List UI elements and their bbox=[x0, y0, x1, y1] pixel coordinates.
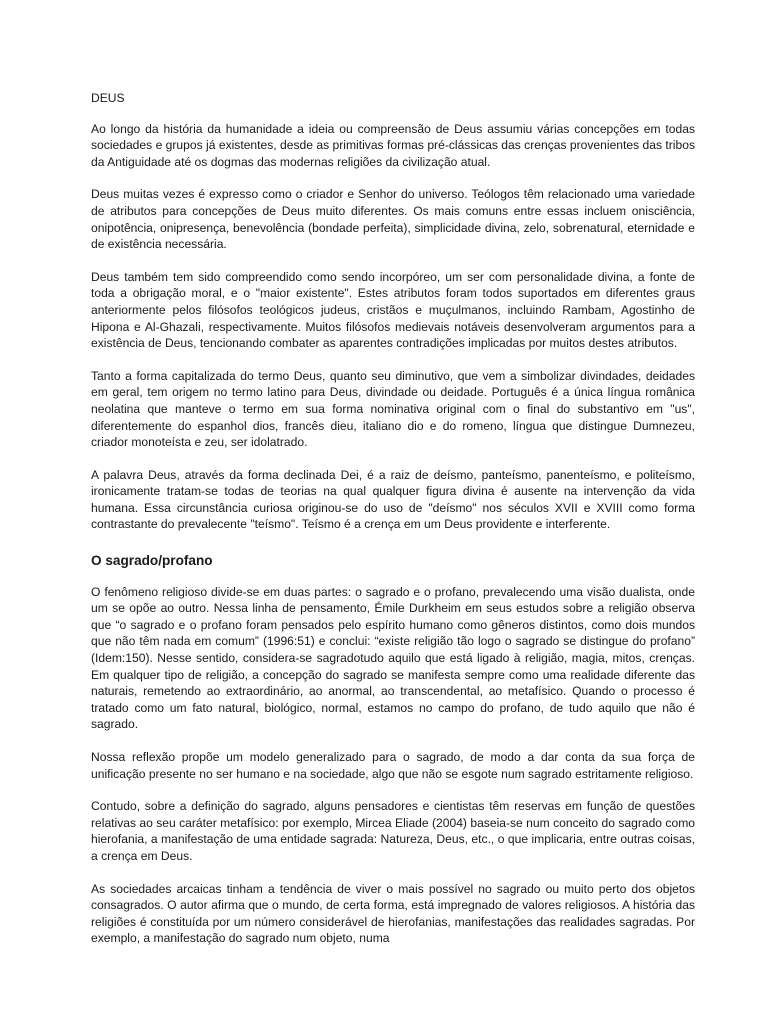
document-title: DEUS bbox=[91, 91, 125, 105]
paragraph-section-1: O fenômeno religioso divide-se em duas partes: o sagrado e o profano, prevalecendo uma visão dualista, onde um se opõe ao outro. Nessa linha de pensamento, Émile Durkheim em seus estudos sobre a religião observa que “o sagrado e o profano foram pensados pelo espírito humano como gêneros distintos, como dois mundos que não têm nada em comum” (1996:51) e conclui: “existe religião tão logo o sagrado se distingue do profano” (Idem:150). Nesse sentido, considera-se sagradotudo aquilo que está ligado à religião, magia, mitos, crenças. Em qualquer tipo de religião, a concepção do sagrado se manifesta sempre como uma realidade diferente das naturais, remetendo ao extraordinário, ao anormal, ao transcendental, ao metafísico. Quando o processo é tratado como um fato natural, biológico, normal, estamos no campo do profano, de tudo aquilo que não é sagrado. bbox=[91, 584, 695, 732]
paragraph-section-2: Nossa reflexão propõe um modelo generalizado para o sagrado, de modo a dar conta da sua força de unificação presente no ser humano e na sociedade, algo que não se esgote num sagrado estritamente religioso. bbox=[91, 750, 695, 781]
section-heading: O sagrado/profano bbox=[91, 553, 213, 569]
document-page bbox=[91, 84, 695, 963]
paragraph-section-3: Contudo, sobre a definição do sagrado, alguns pensadores e cientistas têm reservas em função de questões relativas ao seu caráter metafísico: por exemplo, Mircea Eliade (2004) baseia-se num conceito do sagrado como hierofania, a manifestação de uma entidade sagrada: Natureza, Deus, etc., o que implicaria, entre outras coisas, a crença em Deus. bbox=[91, 799, 695, 863]
paragraph-section-4: As sociedades arcaicas tinham a tendência de viver o mais possível no sagrado ou muito perto dos objetos consagrados. O autor afirma que o mundo, de certa forma, está impregnado de valores religiosos. A história das religiões é constituída por um número considerável de hierofanias, manifestações das realidades sagradas. Por exemplo, a manifestação do sagrado num objeto, numa bbox=[91, 881, 695, 946]
paragraph-intro-2: Deus muitas vezes é expresso como o criador e Senhor do universo. Teólogos têm relacionado uma variedade de atributos para concepções de Deus muito diferentes. Os mais comuns entre essas incluem onisciência, onipotência, onipresença, benevolência (bondade perfeita), simplicidade divina, zelo, sobrenatural, eternidade e de existência necessária. bbox=[91, 187, 695, 252]
paragraph-intro-4: Tanto a forma capitalizada do termo Deus, quanto seu diminutivo, que vem a simbolizar divindades, deidades em geral, tem origem no termo latino para Deus, divindade ou deidade. Português é a única língua românica neolatina que manteve o termo em sua forma nominativa original com o final do substantivo em "us", diferentemente do espanhol dios, francês dieu, italiano dio e do romeno, língua que distingue Dumnezeu, criador monoteísta e zeu, ser idolatrado. bbox=[91, 368, 695, 450]
paragraph-intro-5: A palavra Deus, através da forma declinada Dei, é a raiz de deísmo, panteísmo, panenteísmo, e politeísmo, ironicamente tratam-se todas de teorias na qual qualquer figura divina é ausente na intervenção da vida humana. Essa circunstância curiosa originou-se do uso de "deísmo" nos séculos XVII e XVIII como forma contrastante do prevalecente "teísmo". Teísmo é a crença em um Deus providente e interferente. bbox=[91, 467, 695, 532]
paragraph-intro-3: Deus também tem sido compreendido como sendo incorpóreo, um ser com personalidade divina, a fonte de toda a obrigação moral, e o "maior existente". Estes atributos foram todos suportados em diferentes graus anteriormente pelos filósofos teológicos judeus, cristãos e muçulmanos, incluindo Rambam, Agostinho de Hipona e Al-Ghazali, respectivamente. Muitos filósofos medievais notáveis desenvolveram argumentos para a existência de Deus, tencionando combater as aparentes contradições implicadas por muitos destes atributos. bbox=[91, 269, 695, 351]
paragraph-intro-1: Ao longo da história da humanidade a ideia ou compreensão de Deus assumiu várias concepções em todas sociedades e grupos já existentes, desde as primitivas formas pré-clássicas das crenças provenientes das tribos da Antiguidade até os dogmas das modernas religiões da civilização atual. bbox=[91, 121, 695, 169]
